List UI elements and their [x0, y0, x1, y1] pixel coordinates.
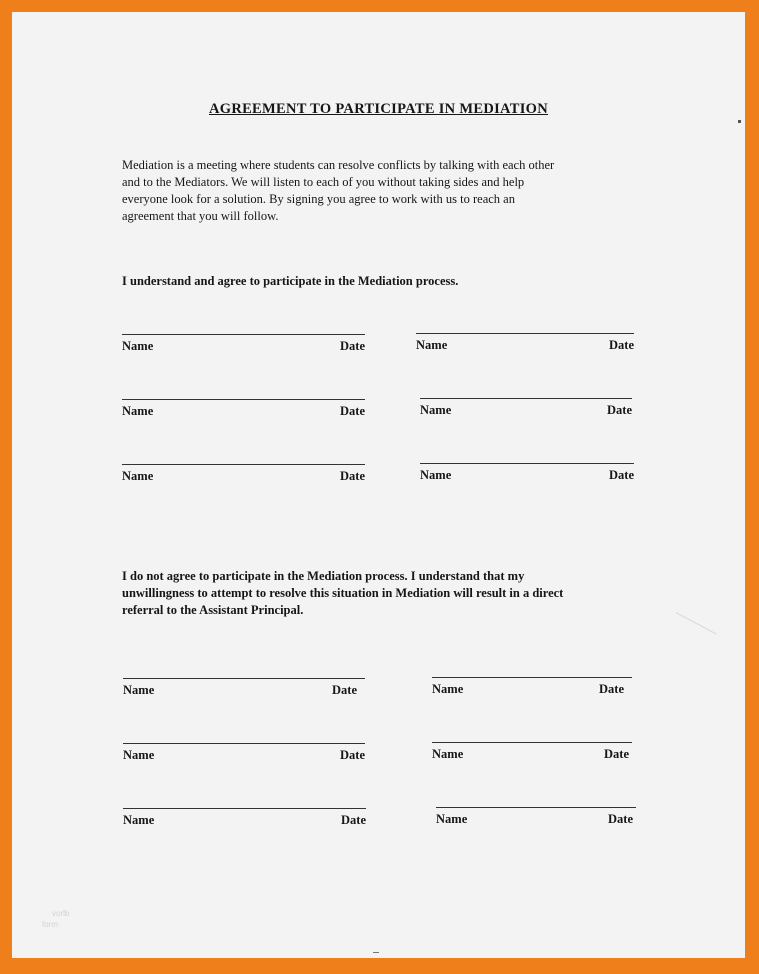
signature-field[interactable] [416, 333, 634, 353]
signature-line [122, 464, 365, 465]
signature-field[interactable] [432, 677, 632, 697]
scan-smudge [661, 612, 716, 661]
date-label: Date [599, 682, 624, 696]
date-label: Date [604, 747, 629, 761]
signature-line [123, 678, 365, 679]
intro-line: and to the Mediators. We will listen to each of you without taking sides and help [122, 175, 525, 189]
signature-line [416, 333, 634, 334]
disagree-line: referral to the Assistant Principal. [122, 603, 304, 617]
signature-line [436, 807, 636, 808]
signature-field[interactable] [123, 808, 366, 828]
date-label: Date [609, 338, 634, 352]
name-label: Name [122, 339, 154, 353]
signature-field[interactable] [122, 399, 365, 419]
faint-watermark [42, 908, 69, 930]
name-label: Name [432, 682, 464, 696]
signature-line [432, 742, 632, 743]
signature-line [122, 399, 365, 400]
date-label: Date [340, 404, 365, 418]
signature-line [123, 743, 365, 744]
date-label: Date [340, 748, 365, 762]
signature-field[interactable] [436, 807, 636, 827]
date-label: Date [332, 683, 357, 697]
disagree-statement [122, 568, 652, 619]
signature-field[interactable] [420, 398, 632, 418]
signature-field[interactable] [432, 742, 632, 762]
name-label: Name [122, 404, 154, 418]
signature-field[interactable] [122, 334, 365, 354]
name-label: Name [123, 748, 155, 762]
date-label: Date [340, 469, 365, 483]
disagree-line: I do not agree to participate in the Mediation process. I understand that my [122, 569, 525, 583]
intro-paragraph [122, 157, 642, 225]
intro-line: Mediation is a meeting where students can resolve conflicts by talking with each other [122, 158, 555, 172]
watermark-line: form [42, 920, 58, 929]
name-label: Name [420, 403, 452, 417]
signature-line [122, 334, 365, 335]
name-label: Name [420, 468, 452, 482]
signature-line [420, 398, 632, 399]
scan-speck [738, 120, 741, 123]
intro-line: agreement that you will follow. [122, 209, 279, 223]
date-label: Date [607, 403, 632, 417]
agree-statement: I understand and agree to participate in the Mediation process. [122, 274, 459, 288]
date-label: Date [609, 468, 634, 482]
signature-field[interactable] [122, 464, 365, 484]
disagree-line: unwillingness to attempt to resolve this situation in Mediation will result in a direct [122, 586, 564, 600]
signature-line [432, 677, 632, 678]
name-label: Name [432, 747, 464, 761]
name-label: Name [436, 812, 468, 826]
document-title: AGREEMENT TO PARTICIPATE IN MEDIATION [208, 101, 549, 117]
date-label: Date [340, 339, 365, 353]
name-label: Name [123, 683, 155, 697]
name-label: Name [123, 813, 155, 827]
date-label: Date [608, 812, 633, 826]
name-label: Name [416, 338, 448, 352]
document-page [12, 12, 745, 958]
watermark-line: vorlb [52, 909, 70, 918]
intro-line: everyone look for a solution. By signing you agree to work with us to reach an [122, 192, 515, 206]
signature-line [420, 463, 634, 464]
date-label: Date [341, 813, 366, 827]
name-label: Name [122, 469, 154, 483]
signature-field[interactable] [420, 463, 634, 483]
signature-field[interactable] [123, 743, 365, 763]
scan-tick [373, 952, 379, 953]
signature-field[interactable] [123, 678, 365, 698]
signature-line [123, 808, 366, 809]
